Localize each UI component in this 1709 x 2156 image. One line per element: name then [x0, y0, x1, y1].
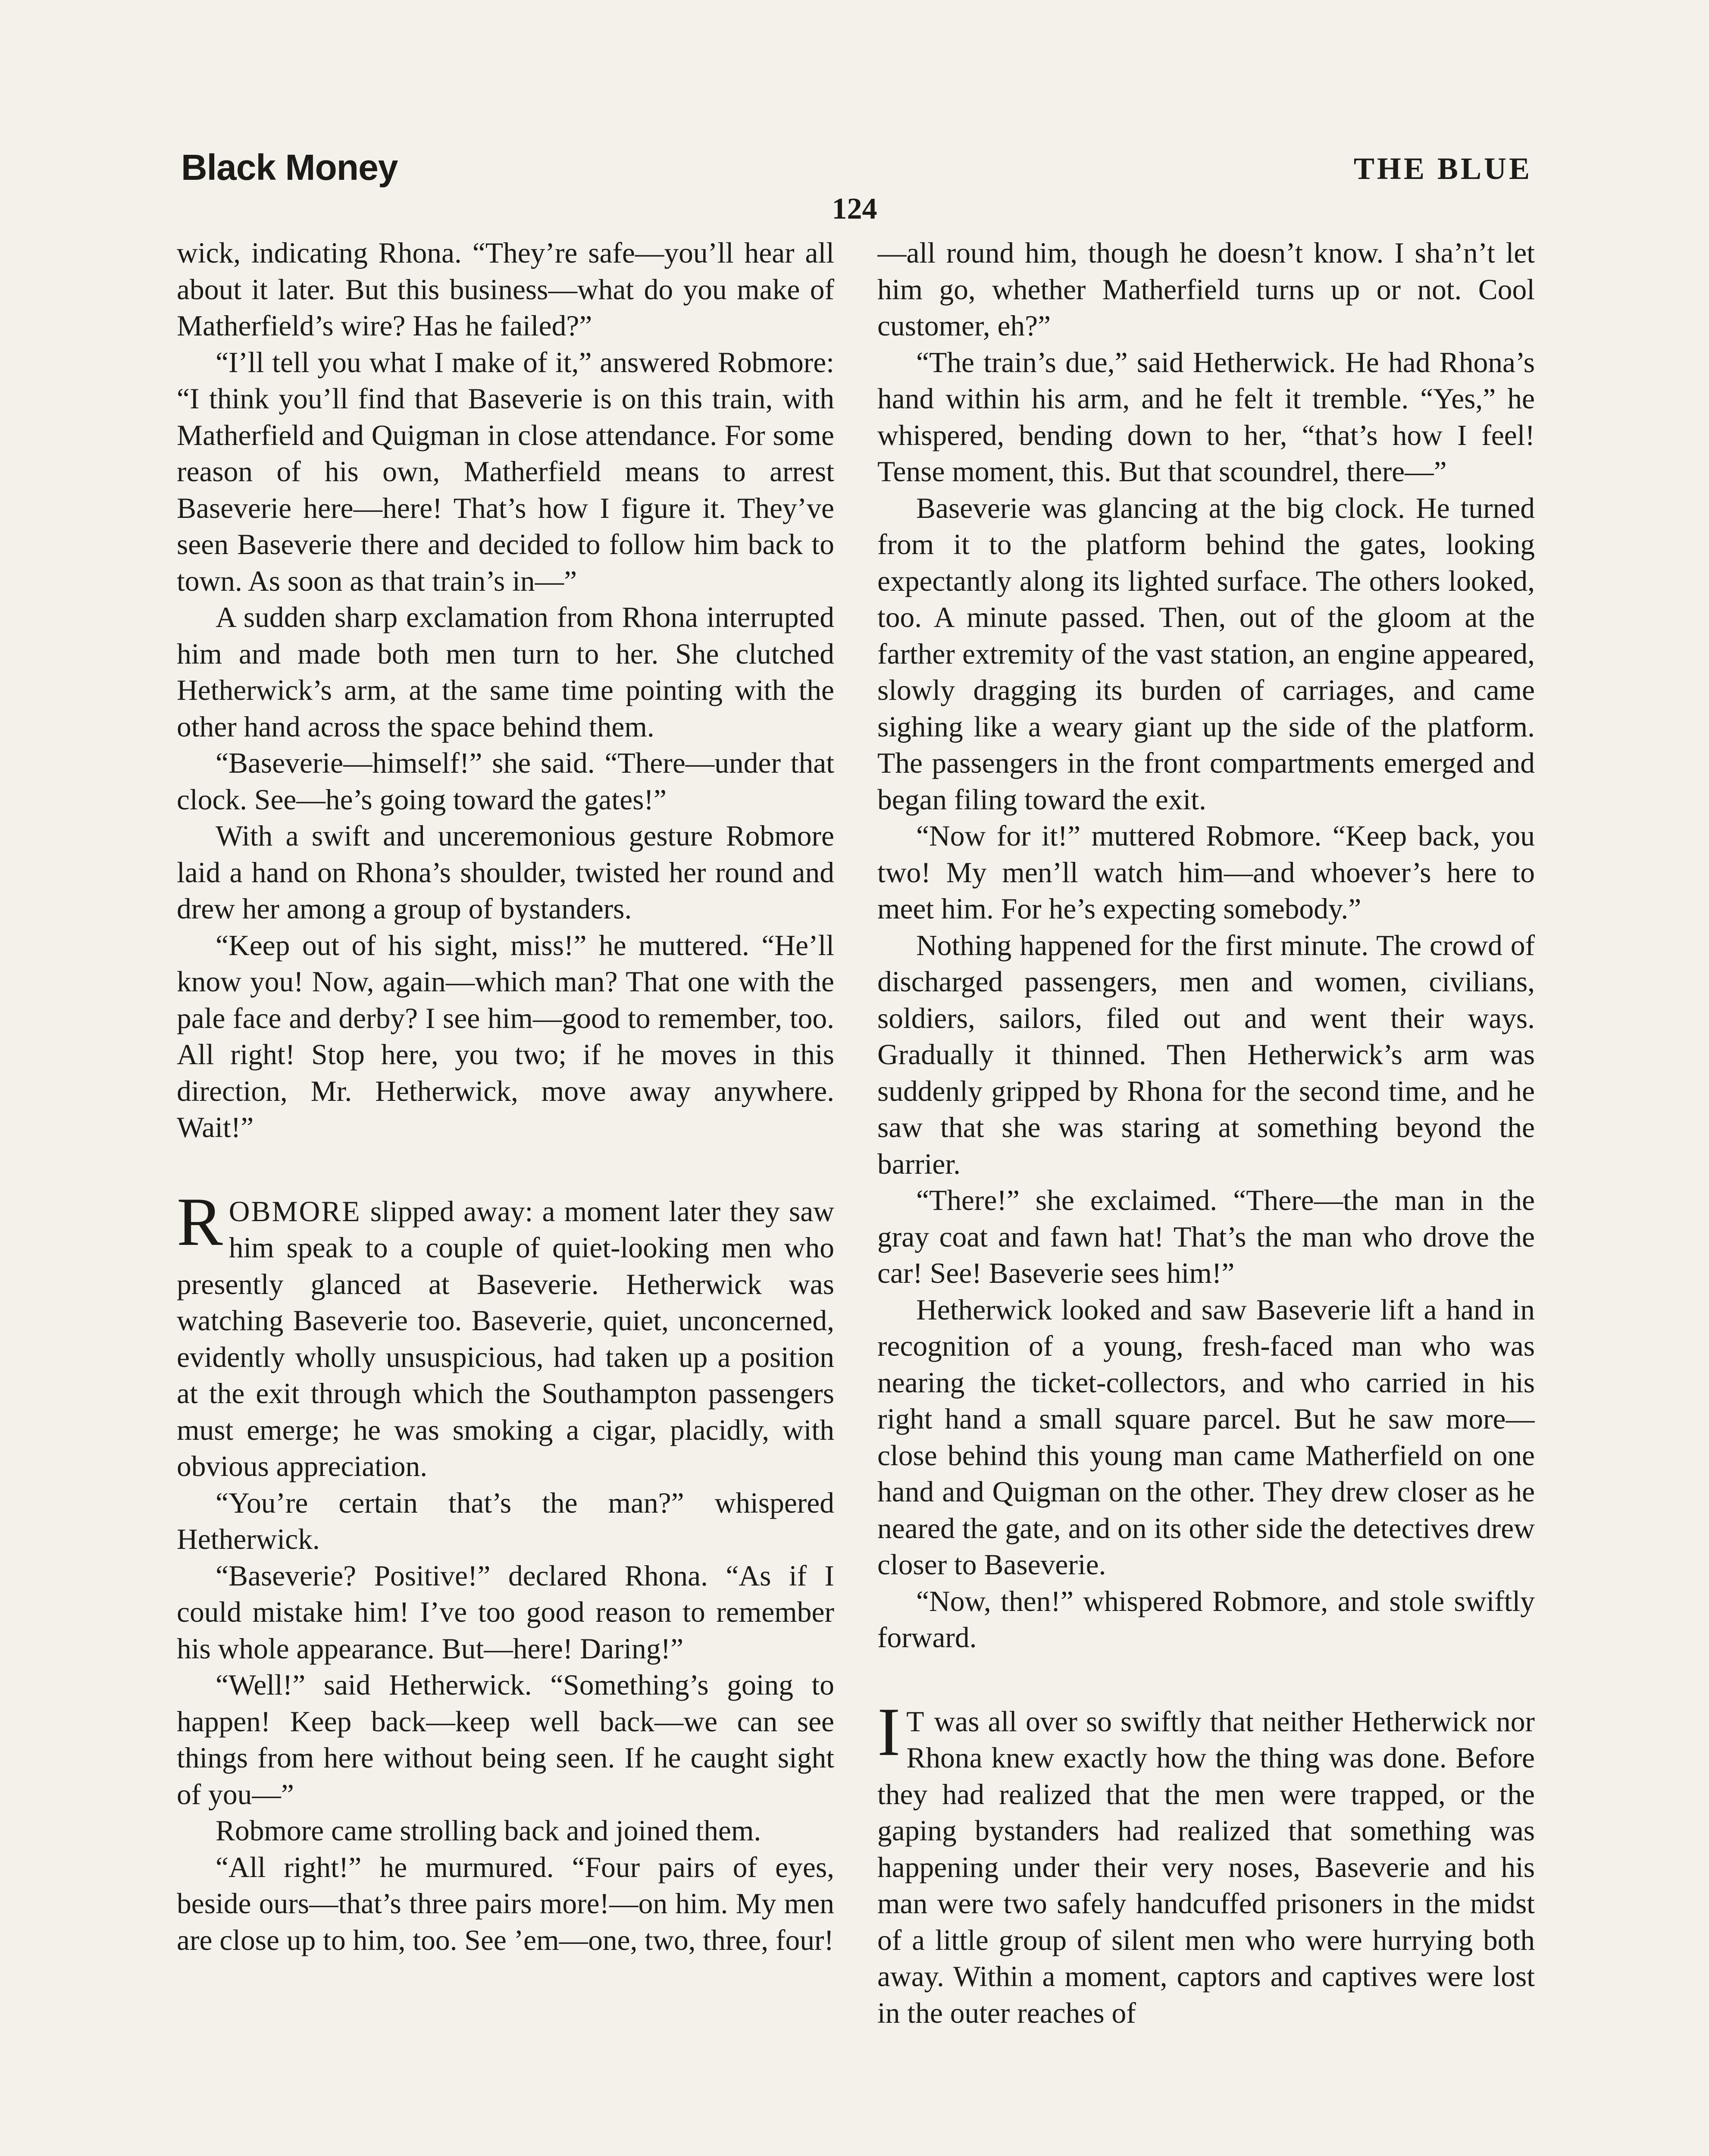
paragraph: wick, indicating Rhona. “They’re safe—you’ll hear all about it later. But this business—what do you make of Matherfield’s wire? Has he failed?”: [177, 237, 834, 342]
small-caps-word: OBMORE: [228, 1195, 361, 1228]
drop-cap: I: [877, 1693, 901, 1770]
small-caps-word: T: [906, 1705, 926, 1738]
section-opening-paragraph: [177, 1183, 834, 1485]
paragraph: “I’ll tell you what I make of it,” answered Robmore: “I think you’ll find that Baseverie is on this train, with Matherfield and Quigman in close attendance. For some reason of his own, Matherfield means to arrest Baseverie here—here! That’s how I figure it. They’ve seen Baseverie there and decided to follow him back to town. As soon as that train’s in—”: [177, 346, 834, 597]
paragraph: “All right!” he murmured. “Four pairs of eyes, beside ours—that’s three pairs more!—on him. My men are close up to him, too. See ’em—one, two, three, four!: [177, 1851, 834, 1956]
paragraph: “Baseverie—himself!” she said. “There—under that clock. See—he’s going toward the gates!”: [177, 747, 834, 816]
paragraph: “Well!” said Hetherwick. “Something’s going to happen! Keep back—keep well back—we can see things from here without being seen. If he caught sight of you—”: [177, 1669, 834, 1811]
paragraph: “Keep out of his sight, miss!” he muttered. “He’ll know you! Now, again—which man? That one with the pale face and derby? I see him—good to remember, too. All right! Stop here, you two; if he moves in this direction, Mr. Hetherwick, move away anywhere. Wait!”: [177, 929, 834, 1144]
page-number: 124: [832, 192, 877, 226]
drop-cap: R: [177, 1183, 223, 1260]
paragraph: With a swift and unceremonious gesture Robmore laid a hand on Rhona’s shoulder, twisted her round and drew her among a group of bystanders.: [177, 820, 834, 925]
story-title: Black Money: [181, 147, 398, 188]
paragraph: Hetherwick looked and saw Baseverie lift a hand in recognition of a young, fresh-faced man who was nearing the ticket-collectors, and who carried in his right hand a small square parcel. But he saw more—close behind this young man came Matherfield on one hand and Quigman on the other. They drew closer as he neared the gate, and on its other side the detectives drew closer to Baseverie.: [877, 1293, 1535, 1581]
right-column: [877, 235, 1535, 2156]
paragraph: “There!” she exclaimed. “There—the man in the gray coat and fawn hat! That’s the man who drove the car! See! Baseverie sees him!”: [877, 1184, 1535, 1289]
paragraph: “Baseverie? Positive!” declared Rhona. “As if I could mistake him! I’ve too good reason to remember his whole appearance. But—here! Daring!”: [177, 1559, 834, 1665]
paragraph: “Now, then!” whispered Robmore, and stole swiftly forward.: [877, 1585, 1535, 1654]
paragraph: Nothing happened for the first minute. The crowd of discharged passengers, men and women, civilians, soldiers, sailors, filed out and went their ways. Gradually it thinned. Then Hetherwick’s arm was suddenly gripped by Rhona for the second time, and he saw that she was staring at something beyond the barrier.: [877, 929, 1535, 1180]
left-column: [177, 235, 834, 2156]
magazine-title: THE BLUE: [1353, 151, 1532, 186]
paragraph: —all round him, though he doesn’t know. I sha’n’t let him go, whether Matherfield turns up or not. Cool customer, eh?”: [877, 237, 1535, 342]
paragraph: “The train’s due,” said Hetherwick. He had Rhona’s hand within his arm, and he felt it tremble. “Yes,” he whispered, bending down to her, “that’s how I feel! Tense moment, this. But that scoundrel, there—”: [877, 346, 1535, 488]
paragraph: Baseverie was glancing at the big clock. He turned from it to the platform behind the gates, looking expectantly along its lighted surface. The others looked, too. A minute passed. Then, out of the gloom at the farther extremity of the vast station, an engine appeared, slowly dragging its burden of carriages, and came sighing like a weary giant up the side of the platform. The passengers in the front compartments emerged and began filing toward the exit.: [877, 492, 1535, 816]
paragraph: “You’re certain that’s the man?” whispered Hetherwick.: [177, 1486, 834, 1555]
paragraph: “Now for it!” muttered Robmore. “Keep back, you two! My men’ll watch him—and whoever’s here to meet him. For he’s expecting somebody.”: [877, 820, 1535, 925]
paragraph-text: was all over so swiftly that neither Hetherwick nor Rhona knew exactly how the thing was done. Before they had realized that the men were trapped, or the gaping bystanders had realized that something was happening under their very noses, Baseverie and his man were two safely handcuffed prisoners in the midst of a little group of silent men who were hurrying both away. Within a moment, captors and captives were lost in the outer reaches of: [877, 1705, 1535, 2029]
paragraph: Robmore came strolling back and joined them.: [216, 1814, 761, 1847]
section-opening-paragraph: [877, 1693, 1535, 2032]
paragraph-text: slipped away: a moment later they saw him speak to a couple of quiet-looking men who presently glanced at Baseverie. Hetherwick was watching Baseverie too. Baseverie, quiet, unconcerned, evidently wholly unsuspicious, had taken up a position at the exit through which the Southampton passengers must emerge; he was smoking a cigar, placidly, with obvious appreciation.: [177, 1195, 834, 1482]
paragraph: A sudden sharp exclamation from Rhona interrupted him and made both men turn to her. She clutched Hetherwick’s arm, at the same time pointing with the other hand across the space behind them.: [177, 601, 834, 743]
